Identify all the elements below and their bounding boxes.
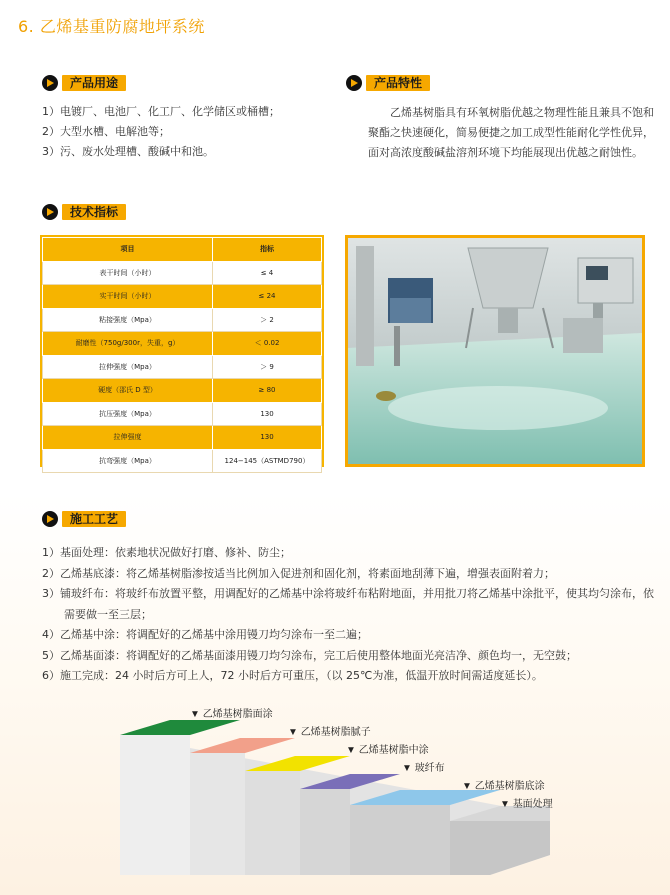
table-cell: 抗弯强度（Mpa） — [43, 449, 213, 473]
list-item: 需要做一至三层； — [42, 607, 152, 621]
layer-label-2: ▼ 乙烯基树脂中涂 — [346, 745, 429, 756]
layer-label-1: ▼ 乙烯基树脂腻子 — [288, 727, 371, 738]
layer-front-2 — [245, 771, 300, 875]
list-item: 1）基面处理：依素地状况做好打磨、修补、防尘； — [42, 546, 291, 559]
table-row — [43, 355, 322, 379]
layer-diagram — [0, 705, 670, 895]
table-cell: 拉伸强度 — [43, 426, 213, 450]
layer-swatch-1 — [190, 738, 295, 753]
layer-front-5 — [450, 821, 550, 875]
section-features-header — [346, 74, 430, 92]
table-row — [43, 426, 322, 450]
list-item: 2）乙烯基底漆：将乙烯基树脂渗按适当比例加入促进剂和固化剂，将素面地刮薄下遍，增强表面附着力； — [42, 566, 555, 580]
layer-label-3: ▼ 玻纤布 — [402, 763, 445, 774]
table-cell: 硬度（邵氏 D 型） — [43, 379, 213, 403]
play-arrow-icon — [42, 204, 58, 220]
table-header-cell: 指标 — [213, 238, 322, 262]
layer-front-0 — [120, 735, 190, 875]
usage-list — [42, 102, 280, 162]
table-cell: 表干时间（小时） — [43, 261, 213, 285]
list-item: 2）大型水槽、电解池等； — [42, 125, 170, 138]
play-arrow-icon — [346, 75, 362, 91]
section-specs-header — [42, 203, 126, 221]
process-list — [42, 543, 654, 687]
layer-label-0: ▼ 乙烯基树脂面涂 — [190, 709, 273, 720]
section-features-label: 产品特性 — [366, 75, 430, 91]
table-cell: ＞ 2 — [213, 308, 322, 332]
table-cell: 耐磨性（750g/300r，失重，g） — [43, 332, 213, 356]
list-item: 3）铺玻纤布：将玻纤布放置平整，用调配好的乙烯基中涂将玻纤布粘附地面，并用批刀将乙烯基中涂批平，使其均匀涂布，依 — [42, 587, 654, 600]
layer-swatch-0 — [120, 720, 240, 735]
page-title: 6. 乙烯基重防腐地坪系统 — [18, 17, 205, 36]
table-cell: 130 — [213, 402, 322, 426]
table-cell: ＞ 9 — [213, 355, 322, 379]
factory-floor-photo — [345, 235, 645, 467]
section-specs-label: 技术指标 — [62, 204, 126, 220]
table-cell: 124−145（ASTMD790） — [213, 449, 322, 473]
table-row — [43, 402, 322, 426]
layer-front-3 — [300, 789, 350, 875]
table-header-cell: 项目 — [43, 238, 213, 262]
table-cell: 粘接强度（Mpa） — [43, 308, 213, 332]
table-cell: ≥ 80 — [213, 379, 322, 403]
section-usage-header — [42, 74, 126, 92]
list-item: 1）电镀厂、电池厂、化工厂、化学储区或桶槽； — [42, 105, 280, 118]
section-process-header — [42, 510, 126, 528]
play-arrow-icon — [42, 511, 58, 527]
table-cell: ≤ 24 — [213, 285, 322, 309]
table-row — [43, 332, 322, 356]
factory-floor-illustration — [348, 238, 642, 464]
layer-front-4 — [350, 805, 450, 875]
list-item: 5）乙烯基面漆：将调配好的乙烯基面漆用镘刀均匀涂布，完工后使用整体地面光亮洁净、颜色均一，无空鼓； — [42, 648, 577, 662]
table-header-row — [43, 238, 322, 262]
table-row — [43, 379, 322, 403]
layer-front-1 — [190, 753, 245, 875]
features-paragraph: 乙烯基树脂具有环氧树脂优越之物理性能且兼具不饱和聚酯之快速硬化，简易便捷之加工成型性能耐化学性优异，面对高浓度酸碱盐溶剂环境下均能展现出优越之耐蚀性。 — [368, 106, 654, 159]
table-cell: ＜ 0.02 — [213, 332, 322, 356]
table-row — [43, 308, 322, 332]
table-cell: 抗压强度（Mpa） — [43, 402, 213, 426]
table-row — [43, 261, 322, 285]
spec-table — [42, 237, 322, 473]
play-arrow-icon — [42, 75, 58, 91]
section-usage-label: 产品用途 — [62, 75, 126, 91]
list-item: 6）施工完成：24 小时后方可上人，72 小时后方可重压，（以 25℃为准，低温开放时间需适度延长）。 — [42, 669, 543, 682]
layer-label-4: ▼ 乙烯基树脂底涂 — [462, 781, 545, 792]
table-cell: 实干时间（小时） — [43, 285, 213, 309]
table-row — [43, 285, 322, 309]
table-cell: 拉伸强度（Mpa） — [43, 355, 213, 379]
list-item: 3）污、废水处理槽、酸碱中和池。 — [42, 145, 214, 158]
table-cell: ≤ 4 — [213, 261, 322, 285]
layer-label-5: ▼ 基面处理 — [500, 799, 553, 810]
section-process-label: 施工工艺 — [62, 511, 126, 527]
table-row — [43, 449, 322, 473]
list-item: 4）乙烯基中涂：将调配好的乙烯基中涂用镘刀均匀涂布一至二遍； — [42, 628, 368, 641]
table-cell: 130 — [213, 426, 322, 450]
